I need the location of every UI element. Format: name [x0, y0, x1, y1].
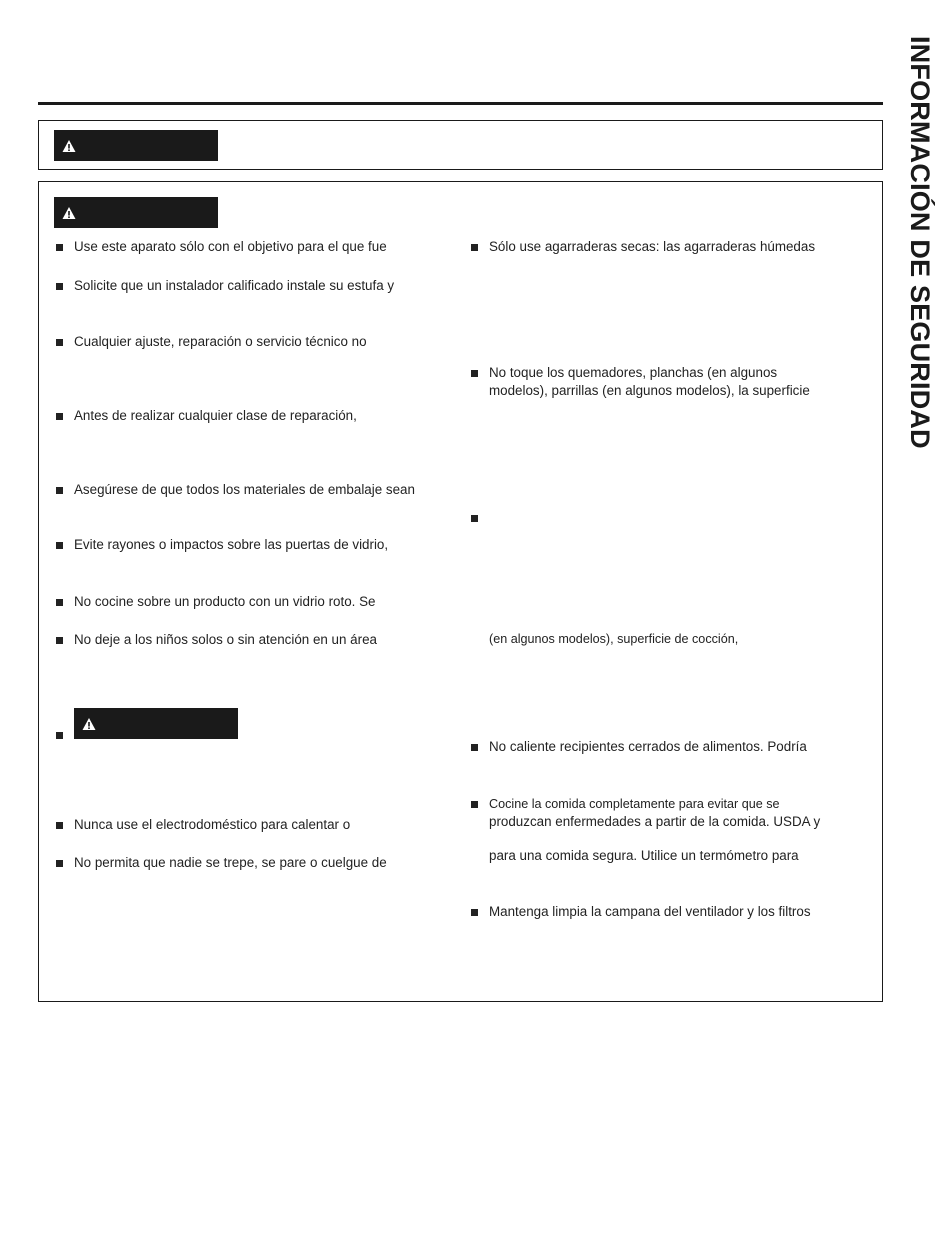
warning-label [54, 197, 218, 228]
list-item: modelos), parrillas (en algunos modelos), la superficie [489, 383, 810, 398]
list-item: (en algunos modelos), superficie de cocción, [489, 632, 739, 646]
list-item: Cualquier ajuste, reparación o servicio técnico no [74, 334, 367, 349]
bullet-icon [56, 413, 63, 420]
bullet-icon [471, 909, 478, 916]
bullet-icon [471, 370, 478, 377]
list-item: Cocine la comida completamente para evitar que se [489, 797, 780, 811]
list-item: Asegúrese de que todos los materiales de embalaje sean [74, 482, 415, 497]
list-item: No caliente recipientes cerrados de alimentos. Podría [489, 739, 807, 754]
bullet-icon [56, 244, 63, 251]
bullet-icon [56, 860, 63, 867]
list-item: Sólo use agarraderas secas: las agarraderas húmedas [489, 239, 816, 254]
warning-label [74, 708, 238, 739]
list-item: No permita que nadie se trepe, se pare o cuelgue de [74, 855, 387, 870]
warning-triangle-icon [62, 139, 76, 153]
bullet-icon [56, 599, 63, 606]
bullet-icon [471, 744, 478, 751]
warning-triangle-icon [62, 206, 76, 220]
bullet-icon [56, 637, 63, 644]
list-item: Antes de realizar cualquier clase de reparación, [74, 408, 357, 423]
bullet-icon [56, 542, 63, 549]
side-title: INFORMACIÓN DE SEGURIDAD [905, 36, 935, 449]
warning-label [54, 130, 218, 161]
warning-triangle-icon [82, 717, 96, 731]
bullet-icon [56, 283, 63, 290]
list-item: produzcan enfermedades a partir de la comida. USDA y [489, 814, 821, 829]
bullet-icon [56, 487, 63, 494]
list-item: No deje a los niños solos o sin atención en un área [74, 632, 377, 647]
list-item: Solicite que un instalador calificado instale su estufa y [74, 278, 395, 293]
bullet-icon [56, 822, 63, 829]
list-item: Nunca use el electrodoméstico para calentar o [74, 817, 351, 832]
list-item: Use este aparato sólo con el objetivo para el que fue [74, 239, 387, 254]
list-item: Evite rayones o impactos sobre las puertas de vidrio, [74, 537, 389, 552]
bullet-icon [56, 339, 63, 346]
header-rule [38, 102, 883, 105]
bullet-icon [471, 244, 478, 251]
bullet-icon [471, 515, 478, 522]
main-warning-box [38, 181, 883, 1002]
list-item: para una comida segura. Utilice un termómetro para [489, 848, 799, 863]
bullet-icon [56, 732, 63, 739]
list-item: No toque los quemadores, planchas (en algunos [489, 365, 778, 380]
top-warning-box [38, 120, 883, 170]
list-item: Mantenga limpia la campana del ventilador y los filtros [489, 904, 811, 919]
bullet-icon [471, 801, 478, 808]
list-item: No cocine sobre un producto con un vidrio roto. Se [74, 594, 376, 609]
